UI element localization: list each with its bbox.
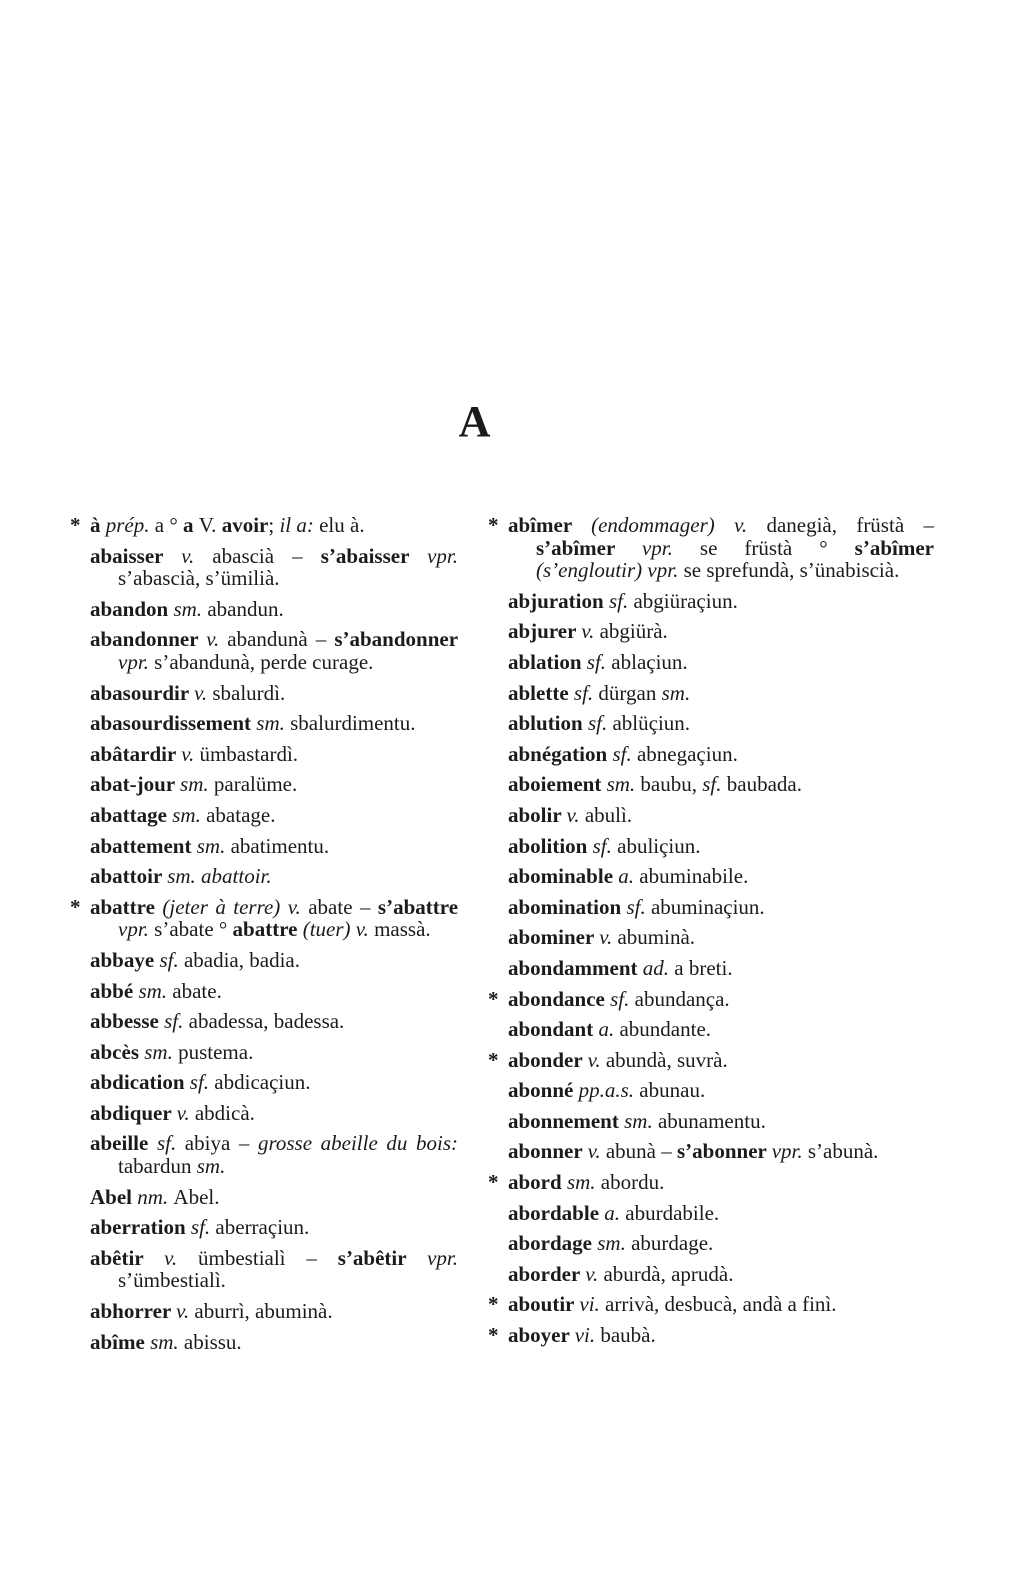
translation-text: aburdà, aprudà. [603, 1261, 734, 1286]
translation-text: baubada. [726, 772, 802, 797]
grammar-label: (tuer) v. [302, 917, 375, 942]
translation-text: abunau. [639, 1078, 706, 1103]
asterisk-marker: * [70, 513, 81, 537]
grammar-label: sf. [586, 649, 612, 674]
translation-text: tabardun [118, 1154, 197, 1179]
dictionary-entry [90, 835, 458, 858]
translation-text: abnegaçiun. [636, 741, 738, 766]
grammar-label: sf. [573, 680, 599, 705]
dictionary-entry [90, 1216, 458, 1239]
headword: abeille [90, 1131, 157, 1156]
grammar-label: sm. [624, 1108, 658, 1133]
headword: abbesse [90, 1009, 165, 1034]
dictionary-entry [90, 1186, 458, 1209]
grammar-label: vpr. [641, 535, 700, 560]
headword: abattage [90, 802, 173, 827]
headword: abâtardir [90, 741, 182, 766]
translation-text: paralüme. [213, 772, 298, 797]
column-right [488, 513, 934, 1353]
dictionary-entry [508, 1263, 934, 1286]
headword: abonder [508, 1047, 588, 1072]
headword: abonner [508, 1139, 588, 1164]
headword: abordage [508, 1231, 598, 1256]
dictionary-entry [488, 1292, 934, 1317]
grammar-label: v. [587, 1047, 606, 1072]
grammar-label: v. [176, 1100, 195, 1125]
headword: abhorrer [90, 1299, 177, 1324]
translation-text: elu à. [319, 513, 365, 537]
dictionary-entry [508, 896, 934, 919]
headword: abondant [508, 1017, 599, 1042]
asterisk-marker: * [70, 894, 81, 919]
translation-text: abuliçiun. [617, 833, 701, 858]
grammar-label: (endommager) v. [591, 513, 767, 537]
dictionary-entry [90, 773, 458, 796]
grammar-label: v. [581, 619, 600, 644]
headword: ablette [508, 680, 574, 705]
translation-text: abatage. [206, 802, 276, 827]
dictionary-entry [90, 1010, 458, 1033]
grammar-label: v. [587, 1139, 606, 1164]
grammar-label: v. [585, 1261, 604, 1286]
translation-text: abuminaçiun. [650, 894, 765, 919]
translation-text: abdicaçiun. [214, 1070, 311, 1095]
dictionary-entry [90, 712, 458, 735]
dictionary-entry [508, 865, 934, 888]
headword: abcès [90, 1039, 145, 1064]
dictionary-entry [90, 980, 458, 1003]
grammar-label: (jeter à terre) v. [162, 894, 309, 919]
translation-text: s’ümbestialì. [118, 1268, 226, 1293]
grammar-label: vpr. [118, 649, 155, 674]
translation-text: a breti. [674, 955, 733, 980]
translation-text: sbalurdì. [212, 680, 286, 705]
dictionary-entry [508, 590, 934, 613]
grammar-label: v. [181, 543, 213, 568]
grammar-label: v. [599, 925, 618, 950]
translation-text: abundà, suvrà. [605, 1047, 728, 1072]
headword: abasourdissement [90, 711, 257, 736]
grammar-label: sm. [597, 1231, 632, 1256]
dictionary-entry [90, 1071, 458, 1094]
dictionary-entry [90, 1102, 458, 1125]
dictionary-entry [508, 712, 934, 735]
translation-text: abate – [308, 894, 378, 919]
translation-text: aberraçiun. [215, 1215, 310, 1240]
headword: à [90, 513, 106, 537]
headword: abîmer [508, 513, 592, 537]
translation-text: aburdabile. [625, 1200, 720, 1225]
dictionary-entry [508, 957, 934, 980]
grammar-label: v. [164, 1245, 199, 1270]
translation-text: pustema. [178, 1039, 254, 1064]
dictionary-entry [508, 651, 934, 674]
translation-text: s’abascià, s’ümilià. [118, 566, 280, 591]
grammar-label: grosse abeille du bois: [257, 1131, 458, 1156]
headword: abattement [90, 833, 197, 858]
grammar-label: sf. [587, 711, 613, 736]
headword: ablation [508, 649, 587, 674]
grammar-label: sf. [610, 986, 635, 1011]
headword: aborder [508, 1261, 586, 1286]
grammar-label: nm. [137, 1184, 174, 1209]
entry-columns [70, 513, 934, 1354]
grammar-label: sm. [606, 772, 641, 797]
translation-text: ablaçiun. [611, 649, 688, 674]
headword: abordable [508, 1200, 605, 1225]
dictionary-entry [488, 1323, 934, 1348]
grammar-label: v. [176, 1299, 195, 1324]
translation-text: massà. [374, 917, 431, 942]
grammar-label: sm. [661, 680, 691, 705]
dictionary-entry [90, 1331, 458, 1354]
headword: abîme [90, 1329, 151, 1354]
grammar-label: sm. [172, 802, 207, 827]
translation-text: aburdage. [631, 1231, 714, 1256]
dictionary-entry [508, 1232, 934, 1255]
dictionary-entry [90, 949, 458, 972]
grammar-label: sm. [256, 711, 291, 736]
headword: abbaye [90, 947, 160, 972]
grammar-label: sm. [144, 1039, 179, 1064]
headword: abasourdir [90, 680, 195, 705]
headword: abaisser [90, 543, 182, 568]
grammar-label: pp.a.s. [578, 1078, 640, 1103]
grammar-label: prép. [105, 513, 155, 537]
dictionary-entry [90, 1300, 458, 1323]
translation-text: ablüçiun. [612, 711, 691, 736]
translation-text: arrivà, desbucà, andà a finì. [605, 1292, 837, 1317]
dictionary-entry [508, 1110, 934, 1133]
headword: abdiquer [90, 1100, 177, 1125]
headword: abondance [508, 986, 611, 1011]
asterisk-marker: * [488, 1047, 499, 1072]
headword: abolition [508, 833, 593, 858]
grammar-label: ad. [642, 955, 675, 980]
headword: abominable [508, 864, 619, 889]
headword: abattoir [90, 864, 168, 889]
translation-text: Abel. [173, 1184, 220, 1209]
headword: abolir [508, 802, 567, 827]
headword: avoir [221, 513, 269, 537]
asterisk-marker: * [488, 513, 499, 537]
grammar-label: sm. [150, 1329, 184, 1354]
translation-text: s’abunà. [807, 1139, 879, 1164]
grammar-label: vpr. [427, 1245, 458, 1270]
dictionary-entry [90, 804, 458, 827]
asterisk-marker: * [488, 1323, 499, 1348]
grammar-label: sm. [180, 772, 214, 797]
grammar-label: vi. [574, 1323, 601, 1348]
grammar-label: vpr. [427, 543, 459, 568]
translation-text: abgiürà. [599, 619, 668, 644]
grammar-label: sm. [566, 1170, 601, 1195]
headword: abjuration [508, 588, 609, 613]
grammar-label: v. [194, 680, 213, 705]
headword: abonné [508, 1078, 579, 1103]
headword: abandonner [90, 627, 207, 652]
translation-text: abdicà. [194, 1100, 255, 1125]
dictionary-entry [508, 773, 934, 796]
grammar-label: v. [566, 802, 585, 827]
column-left [70, 513, 459, 1354]
translation-text: s’abate ° [154, 917, 233, 942]
translation-text: ümbestialì – [198, 1245, 338, 1270]
dictionary-entry [508, 926, 934, 949]
headword: abattre [232, 917, 303, 942]
grammar-label: sf. [164, 1009, 189, 1034]
headword: ablution [508, 711, 588, 736]
dictionary-entry [70, 513, 458, 537]
dictionary-entry [508, 1140, 934, 1163]
translation-text: ; [268, 513, 280, 537]
translation-text: V. [198, 513, 222, 537]
grammar-label: vpr. [771, 1139, 808, 1164]
grammar-label: sf. [592, 833, 618, 858]
headword: abbé [90, 978, 139, 1003]
translation-text: ümbastardì. [199, 741, 299, 766]
dictionary-entry [90, 598, 458, 621]
headword: abdication [90, 1070, 190, 1095]
translation-text: abundança. [634, 986, 730, 1011]
translation-text: abadia, badia. [183, 947, 300, 972]
translation-text: abunà – [605, 1139, 677, 1164]
dictionary-entry [508, 804, 934, 827]
dictionary-entry [508, 743, 934, 766]
translation-text: abordu. [600, 1170, 665, 1195]
grammar-label: sm. [138, 978, 173, 1003]
translation-text: a ° [154, 513, 183, 537]
translation-text: abunamentu. [657, 1108, 766, 1133]
translation-text: abuminabile. [639, 864, 749, 889]
grammar-label: sf. [190, 1215, 216, 1240]
translation-text: dürgan [598, 680, 662, 705]
headword: Abel [90, 1184, 138, 1209]
translation-text: s’abandunà, perde curage. [154, 649, 374, 674]
translation-text: abuminà. [617, 925, 696, 950]
translation-text: abascià – [212, 543, 321, 568]
asterisk-marker: * [488, 986, 499, 1011]
headword: abominer [508, 925, 600, 950]
dictionary-entry [508, 835, 934, 858]
dictionary-entry [508, 1202, 934, 1225]
translation-text: baubà. [600, 1323, 656, 1348]
grammar-label: sm. [173, 596, 208, 621]
grammar-label: a. [598, 1017, 620, 1042]
headword: abandon [90, 596, 174, 621]
translation-text: se früstà ° [699, 535, 855, 560]
asterisk-marker: * [488, 1170, 499, 1195]
headword: abjurer [508, 619, 582, 644]
dictionary-entry [90, 1132, 458, 1177]
dictionary-entry [488, 513, 934, 583]
dictionary-entry [488, 1170, 934, 1195]
dictionary-entry [90, 628, 458, 673]
headword: abomination [508, 894, 627, 919]
headword: abord [508, 1170, 567, 1195]
dictionary-entry [508, 620, 934, 643]
dictionary-entry [90, 865, 458, 888]
grammar-label: sf. [608, 588, 634, 613]
translation-text: sbalurdimentu. [290, 711, 416, 736]
dictionary-entry [508, 1018, 934, 1041]
translation-text: danegià, früstà – [766, 513, 934, 537]
translation-text: aburrì, abuminà. [194, 1299, 333, 1324]
dictionary-entry [90, 1247, 458, 1292]
translation-text: baubu, [640, 772, 703, 797]
headword: s’abandonner [334, 627, 459, 652]
dictionary-entry [90, 682, 458, 705]
translation-text: abulì. [584, 802, 633, 827]
translation-text: abissu. [183, 1329, 242, 1354]
grammar-label: sm. [196, 1154, 226, 1179]
translation-text: abiya – [184, 1131, 258, 1156]
headword: abat-jour [90, 772, 181, 797]
dictionary-entry [90, 1041, 458, 1064]
headword: abêtir [90, 1245, 165, 1270]
dictionary-entry [508, 1079, 934, 1102]
grammar-label: sm. [196, 833, 231, 858]
grammar-label: sf. [189, 1070, 215, 1095]
grammar-label: sf. [159, 947, 184, 972]
headword: aberration [90, 1215, 191, 1240]
headword: s’abaisser [320, 543, 428, 568]
dictionary-entry [70, 894, 459, 942]
headword: abondamment [508, 955, 643, 980]
headword: aboyer [508, 1323, 575, 1348]
translation-text: abatimentu. [230, 833, 330, 858]
section-letter-heading: A [458, 397, 492, 446]
grammar-label: vi. [579, 1292, 606, 1317]
asterisk-marker: * [488, 1292, 499, 1317]
headword: abonnement [508, 1108, 625, 1133]
dictionary-entry [488, 986, 934, 1011]
grammar-label: vpr. [118, 917, 155, 942]
grammar-label: v. [206, 627, 228, 652]
headword: aboiement [508, 772, 607, 797]
grammar-label: sm. abattoir. [167, 864, 272, 889]
headword: s’abîmer [854, 535, 934, 560]
dictionary-entry [90, 743, 458, 766]
grammar-label: il a: [279, 513, 320, 537]
grammar-label: (s’engloutir) vpr. [536, 558, 684, 583]
grammar-label: sf. [626, 894, 651, 919]
translation-text: abadessa, badessa. [188, 1009, 345, 1034]
translation-text: abgiüraçiun. [633, 588, 738, 613]
headword: abattre [90, 894, 163, 919]
grammar-label: sf. [702, 772, 727, 797]
translation-text: abandun. [207, 596, 284, 621]
grammar-label: sf. [612, 741, 637, 766]
grammar-label: a. [618, 864, 640, 889]
dictionary-entry [488, 1047, 934, 1072]
headword: abnégation [508, 741, 613, 766]
grammar-label: a. [604, 1200, 626, 1225]
headword: s’abattre [377, 894, 459, 919]
translation-text: abandunà – [227, 627, 335, 652]
translation-text: se sprefundà, s’ünabiscià. [683, 558, 900, 583]
grammar-label: v. [181, 741, 200, 766]
translation-text: abundante. [619, 1017, 712, 1042]
dictionary-entry [90, 545, 458, 590]
headword: aboutir [508, 1292, 580, 1317]
dictionary-entry [508, 682, 934, 705]
headword: s’abonner [676, 1139, 772, 1164]
headword: a [182, 513, 199, 537]
grammar-label: sf. [156, 1131, 185, 1156]
headword: s’abîmer [536, 535, 642, 560]
headword: s’abêtir [337, 1245, 428, 1270]
translation-text: abate. [172, 978, 222, 1003]
